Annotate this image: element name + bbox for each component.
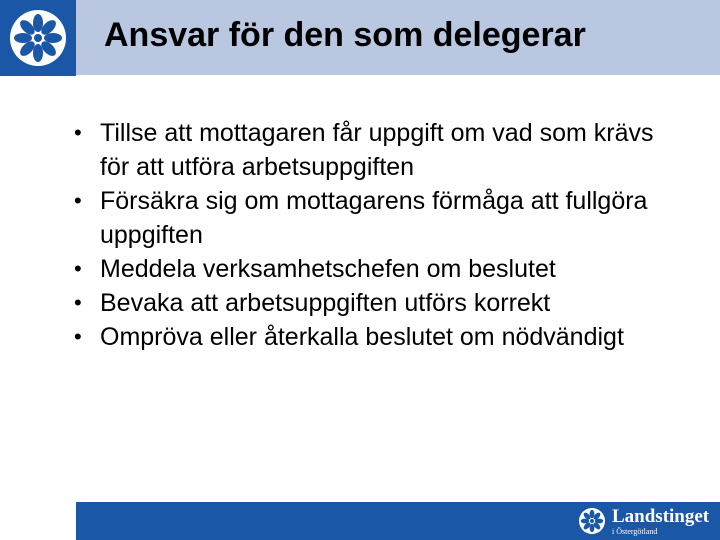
brand-logo [578,504,709,538]
bullet-item: • Tillse att mottagaren får uppgift om vad som krävs för att utföra arbetsuppgiften [74,116,674,184]
snowflake-flower-icon [7,7,69,69]
logo [0,0,76,76]
bullet-list [74,116,674,354]
bullet-item: • Meddela verksamhetschefen om beslutet [74,252,674,286]
brand-name: Landstinget [612,505,710,527]
brand-subtitle: i Östergötland [612,526,658,536]
bullet-item: • Ompröva eller återkalla beslutet om nödvändigt [74,320,674,354]
bullet-item: • Bevaka att arbetsuppgiften utförs korrekt [74,286,674,320]
brand-emblem-icon [578,507,606,535]
slide-title: Ansvar för den som delegerar [104,16,586,54]
footer-left [0,502,76,540]
bullet-item: • Försäkra sig om mottagarens förmåga att fullgöra uppgiften [74,184,674,252]
